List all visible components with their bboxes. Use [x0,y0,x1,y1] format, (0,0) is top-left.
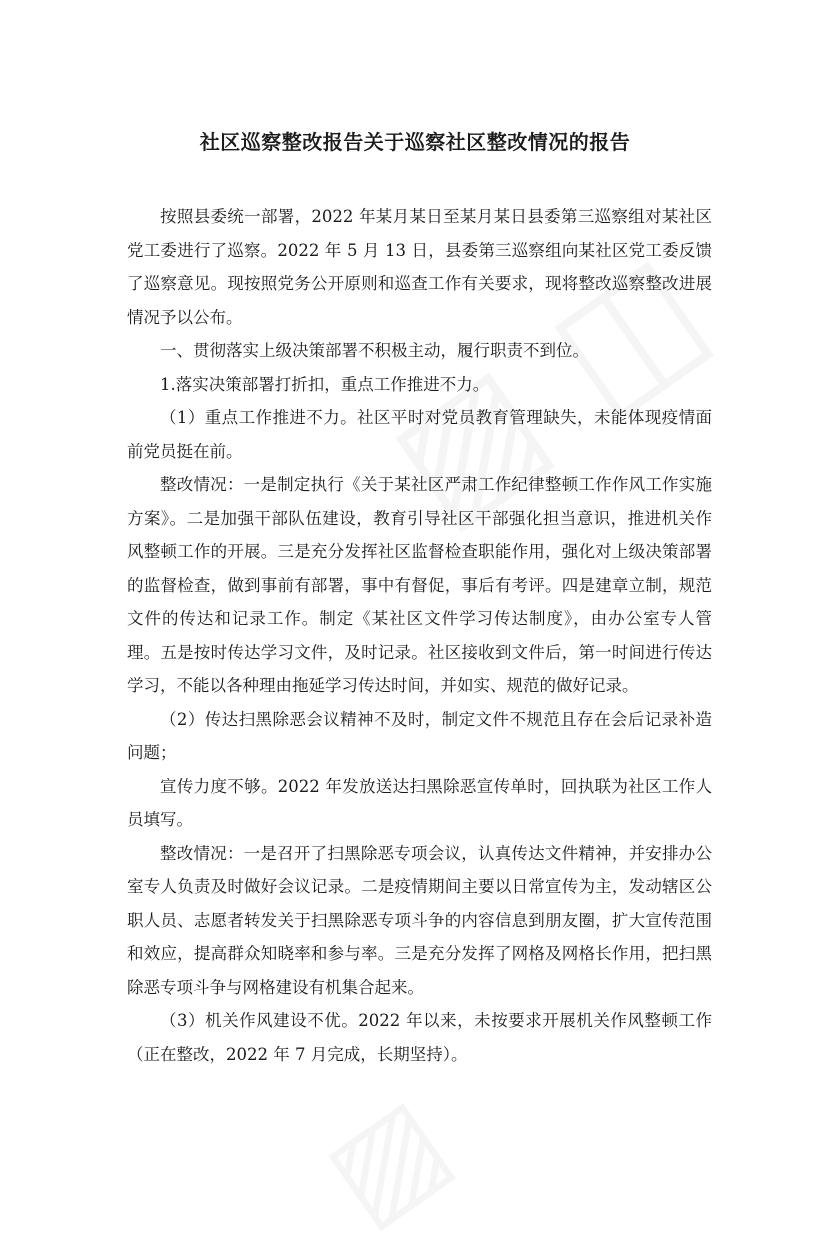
document-body [127,200,712,1071]
watermark [300,1070,473,1249]
issue-1: （1）重点工作推进不力。社区平时对党员教育管理缺失，未能体现疫情面前党员挺在前。 [127,408,712,461]
heading-subsection-1: 1.落实决策部署打折扣，重点工作推进不力。 [160,374,490,394]
issue-2-detail: 宣传力度不够。2022 年发放送达扫黑除恶宣传单时，回执联为社区工作人员填写。 [127,776,712,829]
paragraph-intro: 按照县委统一部署，2022 年某月某日至某月某日县委第三巡察组对某社区党工委进行了巡察。2022 年 5 月 13 日，县委第三巡察组向某社区党工委反馈了巡察意见。现按照党务公开原则和巡查工作有关要求，现将整改巡察整改进展情况予以公布。 [127,207,712,327]
document-title: 社区巡察整改报告关于巡察社区整改情况的报告 [199,130,631,154]
issue-3: （3）机关作风建设不优。2022 年以来，未按要求开展机关作风整顿工作（正在整改，2022 年 7 月完成，长期坚持）。 [127,1011,712,1064]
rectification-1: 整改情况：一是制定执行《关于某社区严肃工作纪律整顿工作作风工作实施方案》。二是加强干部队伍建设，教育引导社区干部强化担当意识，推进机关作风整顿工作的开展。三是充分发挥社区监督检查职能作用，强化对上级决策部署的监督检查，做到事前有部署，事中有督促，事后有考评。四是建章立制，规范文件的传达和记录工作。制定《某社区文件学习传达制度》，由办公室专人管理。五是按时传达学习文件，及时记录。社区接收到文件后，第一时间进行传达学习，不能以各种理由拖延学习传达时间，并如实、规范的做好记录。 [127,475,712,695]
issue-2: （2）传达扫黑除恶会议精神不及时，制定文件不规范且存在会后记录补造问题； [127,709,712,762]
rectification-2: 整改情况：一是召开了扫黑除恶专项会议，认真传达文件精神，并安排办公室专人负责及时做好会议记录。二是疫情期间主要以日常宣传为主，发动辖区公职人员、志愿者转发关于扫黑除恶专项斗争的内容信息到朋友圈，扩大宣传范围和效应，提高群众知晓率和参与率。三是充分发挥了网格及网格长作用，把扫黑除恶专项斗争与网格建设有机集合起来。 [127,843,712,997]
heading-section-1: 一、贯彻落实上级决策部署不积极主动，履行职责不到位。 [160,341,589,360]
